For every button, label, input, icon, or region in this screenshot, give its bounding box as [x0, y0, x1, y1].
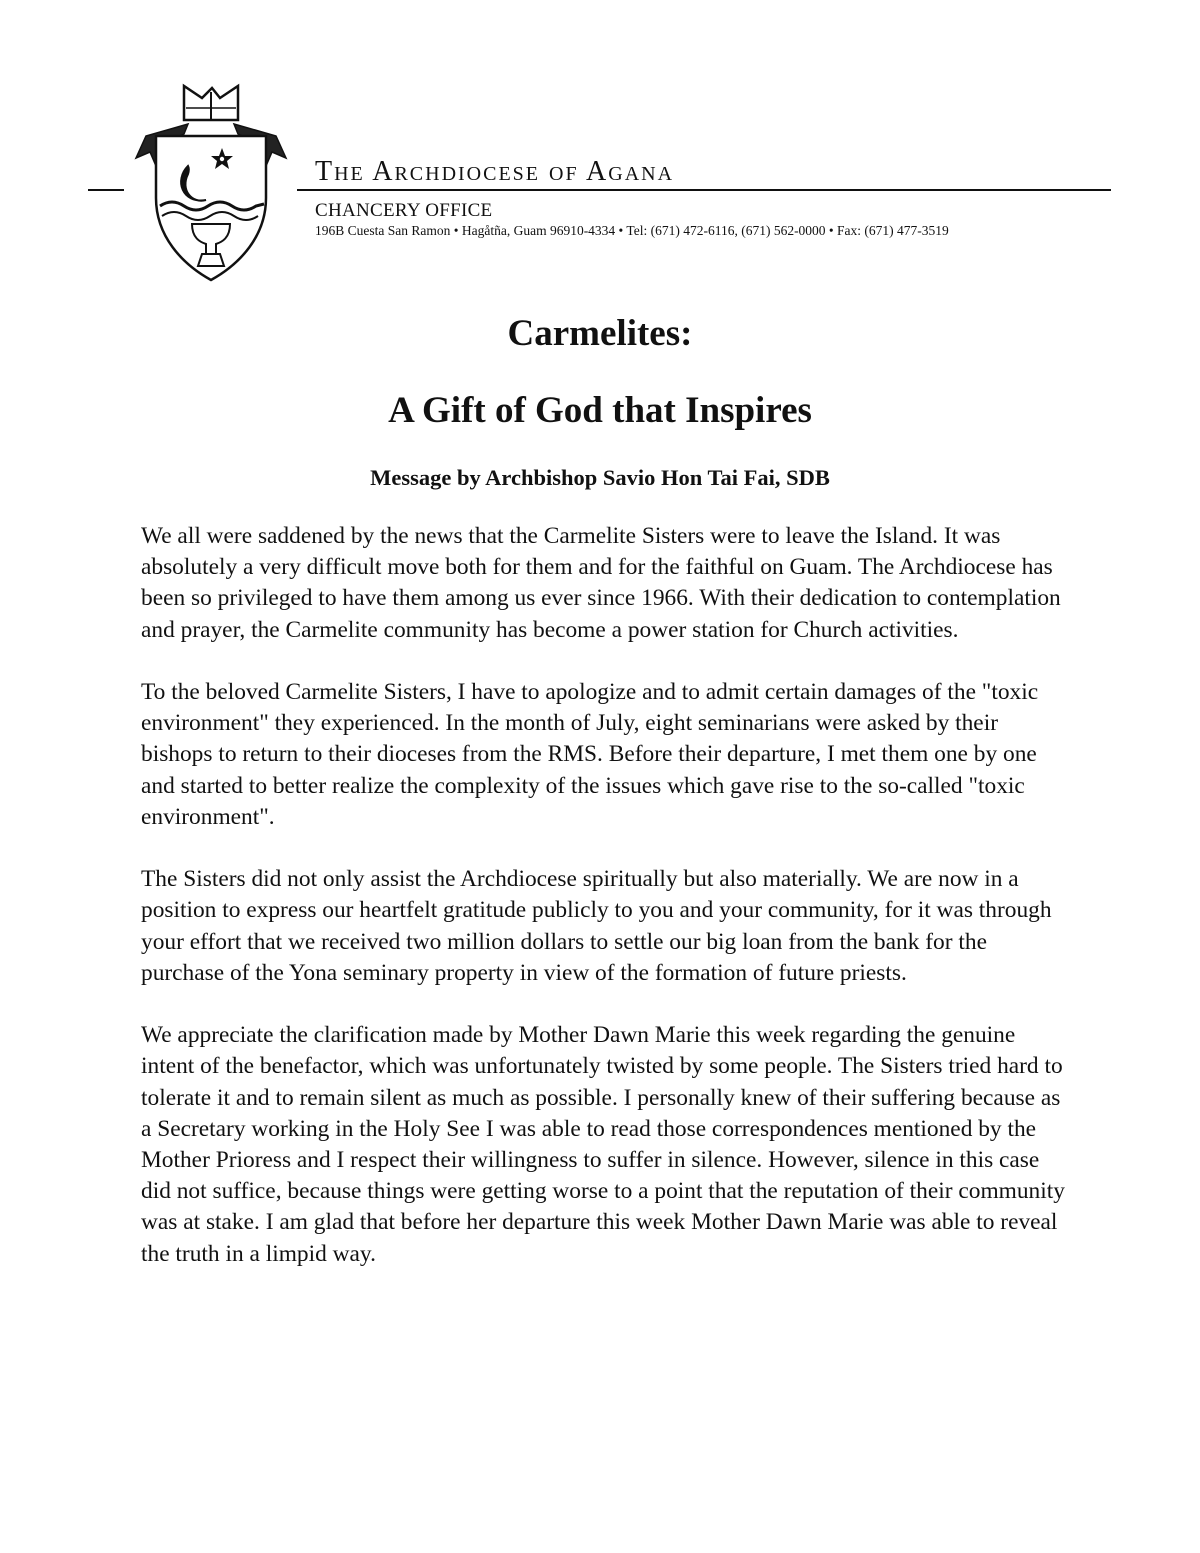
office-address: 196B Cuesta San Ramon • Hagåtña, Guam 96910-4334 • Tel: (671) 472-6116, (671) 562-0000 • Fax: (671) 477-3519	[315, 223, 949, 238]
organization-title	[315, 155, 1115, 189]
body-paragraph: We appreciate the clarification made by Mother Dawn Marie this week regarding the genuine intent of the benefactor, which was unfortunately twisted by some people. The Sisters tried hard to tolerate it and to remain silent as much as possible. I personally knew of their suffering because as a Secretary working in the Holy See I was able to read those correspondences mentioned by the Mother Prioress and I respect their willingness to suffer in silence. However, silence in this case did not suffice, because things were getting worse to a point that the reputation of their community was at stake. I am glad that before her departure this week Mother Dawn Marie was able to reveal the truth in a limpid way.	[141, 1022, 1065, 1267]
letter-body	[141, 521, 1071, 1301]
body-paragraph: We all were saddened by the news that the Carmelite Sisters were to leave the Island. It was absolutely a very difficult move both for them and for the faithful on Guam. The Archdiocese has been so privileged to have them among us ever since 1966. With their dedication to contemplation and prayer, the Carmelite community has become a power station for Church activities.	[141, 523, 1061, 643]
document-subtitle: Message by Archbishop Savio Hon Tai Fai, SDB	[370, 465, 830, 490]
archdiocese-crest-icon	[126, 78, 296, 288]
header-rule-left	[88, 189, 124, 191]
body-paragraph: To the beloved Carmelite Sisters, I have to apologize and to admit certain damages of the "toxic environment" they experienced. In the month of July, eight seminarians were asked by their bishops to return to their dioceses from the RMS. Before their departure, I met them one by one and started to better realize the complexity of the issues which gave rise to the so-called "toxic environment".	[141, 679, 1039, 830]
header-rule	[297, 189, 1111, 191]
document-title-line2: A Gift of God that Inspires	[388, 390, 812, 431]
organization-title-text: The Archdiocese of Agana	[315, 156, 675, 187]
document-title-line1: Carmelites:	[507, 313, 693, 354]
office-name: CHANCERY OFFICE	[315, 200, 493, 221]
letterhead	[315, 155, 1115, 240]
body-paragraph: The Sisters did not only assist the Archdiocese spiritually but also materially. We are now in a position to express our heartfelt gratitude publicly to you and your community, for it was through your effort that we received two million dollars to settle our big loan from the bank for the purchase of the Yona seminary property in view of the formation of future priests.	[141, 866, 1052, 986]
